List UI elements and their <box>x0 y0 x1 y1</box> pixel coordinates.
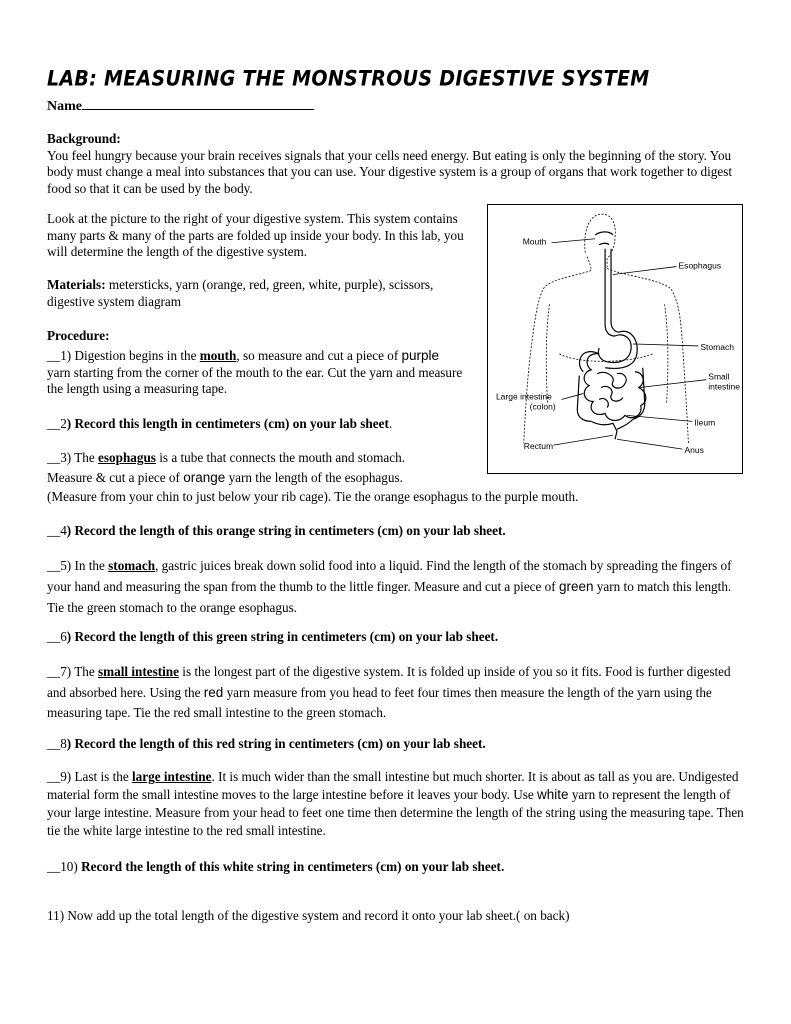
step-2 <box>47 416 392 433</box>
step-7-color: red <box>203 684 224 700</box>
step-6-prefix: __6 <box>47 629 67 644</box>
label-anus: Anus <box>684 445 704 456</box>
label-ileum: Ileum <box>694 417 716 428</box>
digestive-system-illustration <box>488 205 742 473</box>
step-6-text: ) Record the length of this green string in centimeters (cm) on your lab sheet. <box>66 629 499 644</box>
step-5-color: green <box>558 579 594 594</box>
step-3-color: orange <box>183 469 226 485</box>
step-1-color: purple <box>401 348 440 363</box>
label-esophagus: Esophagus <box>678 260 722 271</box>
step-9-prefix: __9) Last is the <box>47 769 132 784</box>
step-1-prefix: __1) Digestion begins in the <box>47 348 200 363</box>
step-10-prefix: __10) <box>47 859 82 874</box>
name-label: Name <box>47 99 82 114</box>
step-5-term: stomach <box>108 558 156 573</box>
step-9-color: white <box>537 787 569 802</box>
step-1 <box>47 348 477 398</box>
step-4-text: ) Record the length of this orange string in centimeters (cm) on your lab sheet. <box>66 523 506 538</box>
name-field-row <box>47 96 314 116</box>
step-2-end: . <box>388 416 393 431</box>
step-2-text: ) Record this length in centimeters (cm) on your lab sheet <box>66 416 389 431</box>
label-rectum: Rectum <box>523 441 554 452</box>
step-7-prefix: __7) The <box>47 664 99 679</box>
step-3-line2a: Measure & cut a piece of <box>47 469 184 485</box>
digestive-system-diagram <box>487 204 743 474</box>
materials-text: metersticks, yarn (orange, red, green, white, purple), scissors, digestive system diagram <box>47 277 434 309</box>
digestive-tract <box>577 232 646 439</box>
step-3-prefix: __3) The <box>47 450 99 465</box>
step-3-line2b: yarn the length of the esophagus. <box>225 469 403 485</box>
step-5-rest: yarn to match this length. Tie the green stomach to the orange esophagus. <box>47 579 732 615</box>
materials-label: Materials: <box>47 277 106 292</box>
label-mouth: Mouth <box>522 236 547 247</box>
label-stomach: Stomach <box>700 341 734 352</box>
step-10-text: Record the length of this white string in centimeters (cm) on your lab sheet. <box>81 859 505 874</box>
materials-paragraph <box>47 277 477 310</box>
step-7-mid: is the longest part of the digestive system. It is folded up inside of you so it fits. Food is further digested and absorbed here. Using the <box>47 664 731 700</box>
label-large-intestine-2: (colon) <box>529 401 556 412</box>
step-6 <box>47 629 498 646</box>
step-2-prefix: __2 <box>47 416 67 431</box>
background-text: You feel hungry because your brain receives signals that your cells need energy. But eating is only the beginning of the story. You body must change a meal into substances that you can use. Your digestive system is a group of organs that work together to digest food so that it can be used by the body. <box>47 147 733 196</box>
step-9-term: large intestine <box>131 769 212 784</box>
step-5-prefix: __5) In the <box>47 558 109 573</box>
step-4-prefix: __4 <box>47 523 67 538</box>
background-section <box>47 131 737 197</box>
step-3-mid: is a tube that connects the mouth and stomach. <box>155 450 405 465</box>
step-1-mid: , so measure and cut a piece of <box>236 348 402 363</box>
step-10 <box>47 859 504 876</box>
step-7-rest: yarn measure from you head to feet four times then measure the length of the yarn using the measuring tape. Tie the red small intestine to the green stomach. <box>47 684 712 720</box>
intro-paragraph: Look at the picture to the right of your digestive system. This system contains many parts & many of the parts are folded up inside your body. In this lab, you will determine the length of the digestive system. <box>47 211 464 259</box>
step-1-rest: yarn starting from the corner of the mouth to the ear. Cut the yarn and measure the length using a measuring tape. <box>47 364 463 396</box>
background-heading: Background: <box>47 131 121 146</box>
step-3-line3: (Measure from your chin to just below your rib cage). Tie the orange esophagus to the purple mouth. <box>47 488 579 504</box>
step-8-prefix: __8 <box>47 736 67 751</box>
step-8-text: ) Record the length of this red string in centimeters (cm) on your lab sheet. <box>66 736 486 751</box>
page-title: LAB: MEASURING THE MONSTROUS DIGESTIVE SYSTEM <box>47 66 650 92</box>
step-9 <box>47 768 747 840</box>
step-7 <box>47 662 747 724</box>
step-5-mid: , gastric juices break down solid food into a liquid. Find the length of the stomach by spreading the fingers of your hand and measuring the span from the thumb to the little finger. Measure and cut a piece of <box>47 558 732 594</box>
label-small-intestine-1: Small <box>708 371 730 382</box>
step-9-rest: yarn to represent the length of your large intestine. Measure from your head to feet one time then determine the length of the string using the measuring tape. Then tie the white large intestine to the red small intestine. <box>47 787 744 838</box>
step-8 <box>47 736 486 753</box>
step-9-mid: . It is much wider than the small intestine but much shorter. It is about as tall as you are. Undigested material form the small intestine moves to the large intestine before it leaves your body. Use <box>47 769 739 802</box>
name-blank-line[interactable] <box>82 96 314 110</box>
step-5 <box>47 555 747 618</box>
label-large-intestine-1: Large intestine <box>495 391 552 402</box>
step-4 <box>47 523 506 540</box>
label-small-intestine-2: intestine <box>708 381 740 392</box>
step-3-term: esophagus <box>98 450 156 465</box>
procedure-heading: Procedure: <box>47 328 110 343</box>
step-7-term: small intestine <box>98 664 179 679</box>
step-11: 11) Now add up the total length of the digestive system and record it onto your lab sheet.( on back) <box>47 908 570 923</box>
step-1-term: mouth <box>199 348 237 363</box>
